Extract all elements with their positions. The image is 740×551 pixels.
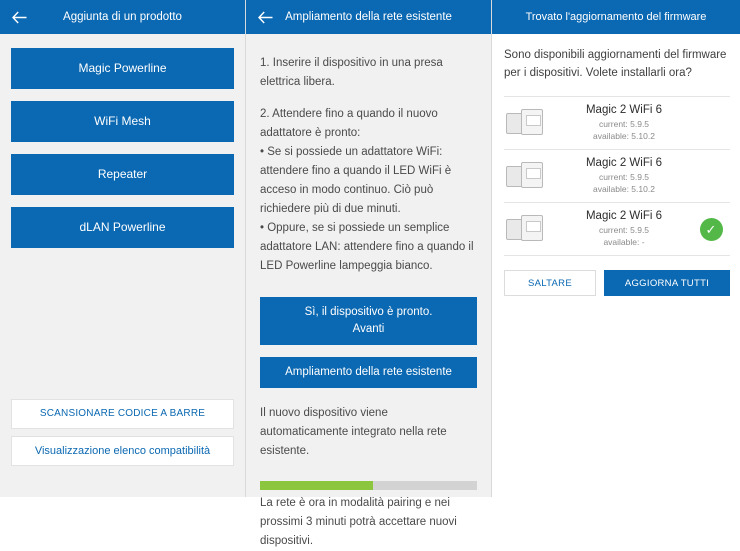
page-title: Ampliamento della rete esistente — [285, 11, 452, 23]
powerline-adapter-icon — [504, 212, 548, 246]
ready-button-wrap — [260, 297, 477, 345]
device-info — [554, 210, 694, 248]
product-button-wifi-mesh[interactable]: WiFi Mesh — [11, 101, 234, 142]
device-ready-next-button[interactable] — [260, 297, 477, 345]
check-circle-icon: ✓ — [700, 218, 723, 241]
info-pairing-mode: La rete è ora in modalità pairing e nei prossimi 3 minuti potrà accettare nuovi dispositivi. — [260, 497, 457, 547]
product-button-repeater[interactable]: Repeater — [11, 154, 234, 195]
product-button-magic-powerline[interactable]: Magic Powerline — [11, 48, 234, 89]
device-available-version: available: - — [603, 237, 645, 247]
skip-button[interactable]: SALTARE — [504, 270, 596, 296]
appbar-firmware-update — [492, 0, 740, 34]
expand-existing-network-button[interactable]: Ampliamento della rete esistente — [260, 357, 477, 388]
firmware-actions — [504, 270, 730, 296]
device-current-version: current: 5.9.5 — [598, 119, 650, 129]
info-auto-integration: Il nuovo dispositivo viene automaticamente integrato nella rete esistente. — [260, 407, 447, 457]
instruction-step-1: 1. Inserire il dispositivo in una presa elettrica libera. — [260, 57, 443, 88]
device-available-version: available: 5.10.2 — [593, 184, 655, 194]
pairing-info — [246, 494, 491, 551]
scan-barcode-button[interactable]: SCANSIONARE CODICE A BARRE — [11, 399, 234, 429]
instruction-bullet-wifi: • Se si possiede un adattatore WiFi: attendere fino a quando il LED WiFi è acceso in modo continuo. Ciò può richiedere più di due minuti. — [260, 146, 452, 215]
device-name: Magic 2 WiFi 6 — [585, 210, 663, 222]
page-title: Trovato l'aggiornamento del firmware — [525, 11, 707, 23]
back-arrow-icon[interactable] — [8, 6, 30, 28]
powerline-adapter-icon — [504, 159, 548, 193]
instruction-bullet-lan: • Oppure, se si possiede un semplice adattatore LAN: attendere fino a quando il LED Powerline lampeggia bianco. — [260, 222, 474, 272]
firmware-update-body — [492, 34, 740, 497]
pairing-progress-bar — [260, 481, 373, 490]
device-status — [694, 218, 728, 241]
pairing-progress-track — [260, 481, 477, 490]
bottom-actions — [11, 399, 234, 473]
device-current-version: current: 5.9.5 — [598, 172, 650, 182]
expand-info — [246, 404, 491, 461]
product-button-dlan-powerline[interactable]: dLAN Powerline — [11, 207, 234, 248]
device-info — [554, 104, 694, 142]
instruction-step-2: 2. Attendere fino a quando il nuovo adattatore è pronto: — [260, 108, 438, 139]
device-available-version: available: 5.10.2 — [593, 131, 655, 141]
screen-add-product — [0, 0, 246, 497]
device-ready-label: Sì, il dispositivo è pronto. — [304, 306, 433, 318]
next-label: Avanti — [352, 323, 385, 335]
list-item[interactable] — [504, 150, 730, 203]
screen-expand-network — [246, 0, 492, 547]
expand-button-wrap — [260, 357, 477, 388]
firmware-intro-text: Sono disponibili aggiornamenti del firmware per i dispositivi. Volete installarli ora? — [504, 49, 727, 79]
device-info — [554, 157, 694, 195]
screen-firmware-update — [492, 0, 740, 497]
page-title: Aggiunta di un prodotto — [63, 11, 182, 23]
device-list — [504, 96, 730, 256]
back-arrow-icon[interactable] — [254, 6, 276, 28]
device-current-version: current: 5.9.5 — [598, 225, 650, 235]
device-name: Magic 2 WiFi 6 — [585, 157, 663, 169]
product-type-list — [0, 34, 245, 497]
expand-network-body — [246, 34, 491, 547]
compatibility-list-button[interactable]: Visualizzazione elenco compatibilità — [11, 436, 234, 466]
device-name: Magic 2 WiFi 6 — [585, 104, 663, 116]
powerline-adapter-icon — [504, 106, 548, 140]
appbar-add-product — [0, 0, 245, 34]
instructions — [246, 54, 491, 276]
update-all-button[interactable]: AGGIORNA TUTTI — [604, 270, 730, 296]
list-item[interactable] — [504, 203, 730, 256]
appbar-expand-network — [246, 0, 491, 34]
list-item[interactable] — [504, 96, 730, 150]
